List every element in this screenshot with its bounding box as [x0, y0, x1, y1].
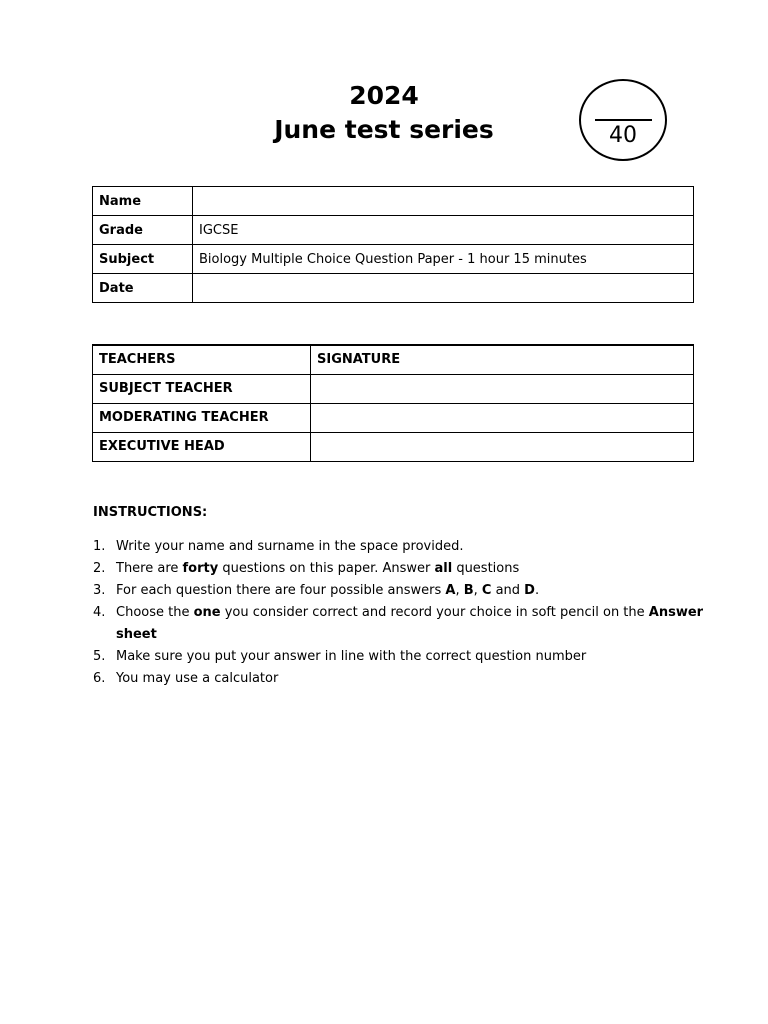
teacher-role: SUBJECT TEACHER [93, 374, 311, 403]
info-row-subject [93, 245, 694, 274]
info-row-date [93, 274, 694, 303]
info-row-name [93, 187, 694, 216]
teachers-column-header: TEACHERS [93, 345, 311, 374]
instruction-text: You may use a calculator [116, 671, 279, 686]
name-field[interactable] [193, 187, 694, 216]
info-label: Subject [93, 245, 193, 274]
instruction-text: Write your name and surname in the space provided. [116, 539, 464, 554]
signature-field[interactable] [311, 432, 694, 461]
score-blank-line [595, 119, 652, 121]
instructions-heading: INSTRUCTIONS: [93, 505, 208, 520]
instruction-text: and [491, 583, 525, 598]
instruction-emphasis: Answer sheet [116, 605, 704, 642]
instruction-item [93, 580, 713, 602]
info-label: Grade [93, 216, 193, 245]
score-total: 40 [609, 123, 637, 148]
instruction-number: 6. [93, 671, 106, 686]
signature-field[interactable] [311, 403, 694, 432]
grade-value: IGCSE [193, 216, 694, 245]
exam-series-title: June test series [274, 115, 494, 144]
instruction-text: Choose the [116, 605, 194, 620]
teachers-header-row [93, 345, 694, 374]
instruction-number: 2. [93, 561, 106, 576]
instruction-text: questions [452, 561, 520, 576]
signature-field[interactable] [311, 374, 694, 403]
teacher-role: EXECUTIVE HEAD [93, 432, 311, 461]
subject-value: Biology Multiple Choice Question Paper - 1 hour 15 minutes [193, 245, 694, 274]
instruction-text: For each question there are four possible answers [116, 583, 446, 598]
instruction-text: , [473, 583, 482, 598]
instruction-emphasis: one [193, 605, 221, 620]
instruction-text: Make sure you put your answer in line with the correct question number [116, 649, 587, 664]
exam-year: 2024 [349, 81, 419, 110]
instruction-text: questions on this paper. Answer [218, 561, 435, 576]
instruction-number: 3. [93, 583, 106, 598]
instruction-item [93, 536, 713, 558]
instruction-item [93, 558, 713, 580]
teacher-row-moderating [93, 403, 694, 432]
instruction-number: 1. [93, 539, 106, 554]
instruction-text: There are [116, 561, 183, 576]
instruction-item [93, 646, 713, 668]
info-label: Date [93, 274, 193, 303]
date-field[interactable] [193, 274, 694, 303]
instruction-text: . [534, 583, 540, 598]
instruction-item [93, 602, 713, 646]
student-info-table [92, 186, 694, 303]
instruction-emphasis: forty [182, 561, 219, 576]
instruction-emphasis: A [445, 583, 456, 598]
score-circle [579, 79, 667, 161]
teacher-role: MODERATING TEACHER [93, 403, 311, 432]
instruction-text: , [455, 583, 464, 598]
info-row-grade [93, 216, 694, 245]
instruction-item [93, 668, 713, 690]
teacher-row-subject [93, 374, 694, 403]
instruction-number: 4. [93, 605, 106, 620]
signature-column-header: SIGNATURE [311, 345, 694, 374]
instruction-number: 5. [93, 649, 106, 664]
teacher-row-executive [93, 432, 694, 461]
teachers-signature-table [92, 344, 694, 462]
instruction-emphasis: B [463, 583, 474, 598]
instruction-text: you consider correct and record your choice in soft pencil on the [220, 605, 649, 620]
info-label: Name [93, 187, 193, 216]
instructions-list [93, 536, 713, 690]
instruction-emphasis: C [481, 583, 492, 598]
instruction-emphasis: all [434, 561, 453, 576]
instruction-emphasis: D [524, 583, 535, 598]
